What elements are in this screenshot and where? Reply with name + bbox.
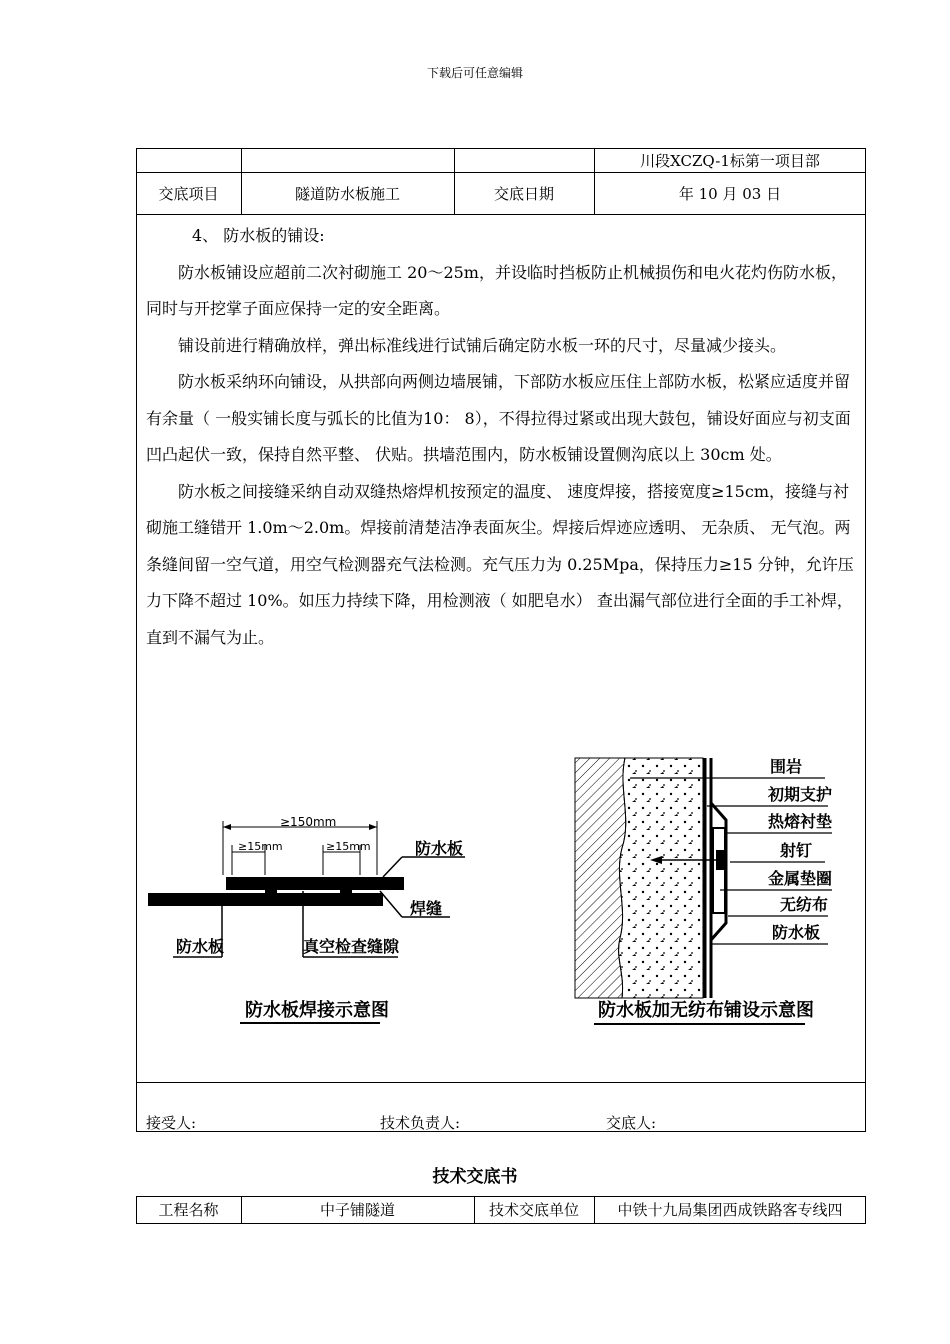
label-project-name: 工程名称 <box>158 1201 219 1219</box>
label-support: 初期支护 <box>768 785 833 804</box>
dim-total-label: ≥150mm <box>280 815 337 829</box>
welding-diagram <box>140 805 470 1035</box>
value-disclosure-unit: 中铁十九局集团西成铁路客专线四 <box>617 1201 843 1219</box>
label-sheet-left: 防水板 <box>176 937 225 956</box>
hot-melt-pad <box>713 828 725 913</box>
paragraph: 铺设前进行精确放样，弹出标准线进行试铺后确定防水板一环的尺寸，尽量减少接头。 <box>178 335 787 355</box>
paragraph: 防水板之间接缝采纳自动双缝热熔焊机按预定的温度、 速度焊接，搭接宽度≥15cm，接缝与衬砌施工缝错开 1.0m～2.0m。焊接前清楚洁净表面灰尘。焊接后焊迹应透明、 无杂质、 无气泡。两条缝间留一空气道，用空气检测器充气法检测。充气压力为 0.25Mpa，保持压力≥15 分钟，允许压力下降不超过 10%。如压力持续下降，用检测液（ 如肥皂水） 查出漏气部位进行全面的手工补焊，直到不漏气为止。 <box>146 481 854 647</box>
metal-washer <box>716 850 724 870</box>
label-nail: 射钉 <box>780 841 813 860</box>
label-pad: 热熔衬垫 <box>768 812 833 831</box>
col-divider <box>241 148 242 214</box>
surrounding-rock <box>575 758 626 998</box>
nonwoven-diagram <box>570 748 860 1038</box>
label-disclosure-item: 交底项目 <box>158 185 219 203</box>
value-disclosure-item: 隧道防水板施工 <box>294 185 400 203</box>
label-nonwoven: 无纺布 <box>780 895 829 914</box>
paragraph: 防水板采纳环向铺设，从拱部向两侧边墙展铺，下部防水板应压住上部防水板，松紧应适度并留有余量（ 一般实铺长度与弧长的比值为10： 8），不得拉得过紧或出现大鼓包，铺设好面应与初支面凹凸起伏一致，保持自然平整、 伏贴。拱墙范围内，防水板铺设置侧沟底以上 30cm 处。 <box>146 372 851 464</box>
value-project-name: 中子铺隧道 <box>319 1201 395 1219</box>
paragraph: 防水板铺设应超前二次衬砌施工 20～25m，并设临时挡板防止机械损伤和电火花灼伤防水板，同时与开挖掌子面应保持一定的安全距离。 <box>146 262 847 318</box>
welding-caption: 防水板焊接示意图 <box>245 1000 389 1021</box>
label-sheet-right: 防水板 <box>415 839 464 858</box>
project-department: 川段XCZQ-1标第一项目部 <box>640 152 820 170</box>
label-weld: 焊缝 <box>410 899 443 918</box>
label-washer: 金属垫圈 <box>768 869 833 888</box>
label-sheet: 防水板 <box>772 923 821 942</box>
receiver-label: 接受人: <box>146 1114 197 1132</box>
value-disclosure-date: 年 10 月 03 日 <box>678 185 782 203</box>
primary-support <box>619 758 703 998</box>
tech-lead-label: 技术负责人: <box>380 1114 461 1132</box>
content-body <box>146 218 858 656</box>
nonwoven-caption: 防水板加无纺布铺设示意图 <box>598 1000 814 1021</box>
dim-b-label: ≥15mm <box>326 840 371 853</box>
col-divider <box>454 148 455 214</box>
section-heading: 4、 防水板的铺设: <box>192 226 325 245</box>
label-disclosure-date: 交底日期 <box>493 185 554 203</box>
label-vacuum: 真空检查缝隙 <box>303 937 400 956</box>
label-rock: 围岩 <box>770 757 803 776</box>
row-divider <box>136 214 866 215</box>
row-divider <box>136 172 866 173</box>
row-divider <box>136 1082 866 1083</box>
header-note: 下载后可任意编辑 <box>426 66 523 80</box>
label-disclosure-unit: 技术交底单位 <box>488 1201 579 1219</box>
second-doc-title: 技术交底书 <box>432 1167 518 1187</box>
dim-a-label: ≥15mm <box>238 840 283 853</box>
presenter-label: 交底人: <box>606 1114 657 1132</box>
upper-sheet <box>226 877 404 890</box>
